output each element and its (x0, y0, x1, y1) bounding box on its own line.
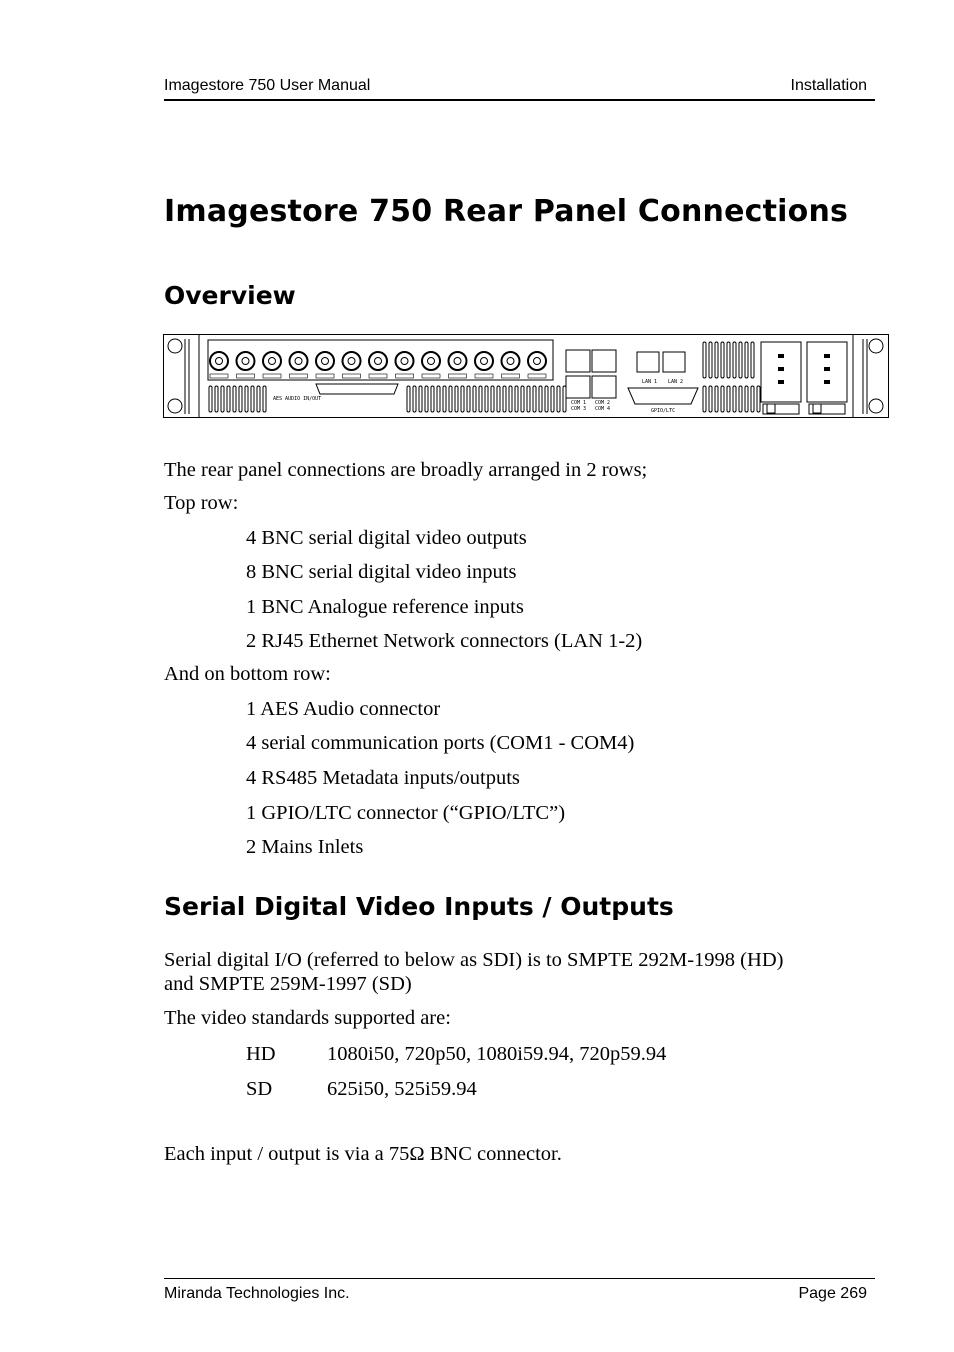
footer-page-number: Page 269 (798, 1285, 867, 1302)
vent-slot (715, 342, 718, 378)
vent-slot (739, 342, 742, 378)
bnc-connector (263, 352, 281, 370)
gpio-label: GPIO/LTC (651, 408, 676, 414)
bnc-label-plate (263, 374, 281, 378)
page-footer (164, 1278, 875, 1305)
bnc-label-plate (343, 374, 361, 378)
vent-slot (751, 386, 754, 412)
vent-slot (485, 386, 488, 412)
header-section: Installation (790, 77, 867, 94)
vent-slot (233, 386, 236, 412)
vent-slot (709, 342, 712, 378)
sdi-para-line-1: Serial digital I/O (referred to below as SDI) is to SMPTE 292M-1998 (HD) (164, 949, 784, 971)
vent-slot (503, 386, 506, 412)
vent-slot (745, 386, 748, 412)
bnc-connector-pin (428, 358, 435, 365)
bnc-label-plate (290, 374, 308, 378)
bnc-connector (290, 352, 308, 370)
vent-slot (703, 342, 706, 378)
vent-slot (533, 386, 536, 412)
bnc-connector (422, 352, 440, 370)
aes-connector-label: AES AUDIO IN/OUT (273, 396, 322, 402)
list-item: 4 serial communication ports (COM1 - COM4) (246, 732, 635, 754)
list-item: 1 BNC Analogue reference inputs (246, 596, 524, 618)
bnc-connector (475, 352, 493, 370)
bnc-connector-pin (401, 358, 408, 365)
com1-label: COM 1 (571, 400, 587, 406)
vent-slot (221, 386, 224, 412)
com2-label: COM 2 (595, 400, 611, 406)
footer-company: Miranda Technologies Inc. (164, 1285, 350, 1302)
bnc-connector (369, 352, 387, 370)
vent-slot (497, 386, 500, 412)
bnc-label-plate (237, 374, 255, 378)
list-item: 2 Mains Inlets (246, 836, 364, 858)
header-manual-title: Imagestore 750 User Manual (164, 77, 371, 94)
vent-slot (455, 386, 458, 412)
bnc-connector-pin (242, 358, 249, 365)
vent-slot (545, 386, 548, 412)
vent-slot (467, 386, 470, 412)
vent-slot (461, 386, 464, 412)
bottom-row-label: And on bottom row: (164, 663, 331, 685)
overview-intro: The rear panel connections are broadly arranged in 2 rows; (164, 459, 648, 481)
page-header (164, 77, 875, 101)
standard-label-hd: HD (246, 1043, 276, 1065)
vent-slot (491, 386, 494, 412)
vent-slot (733, 342, 736, 378)
vent-slot (407, 386, 410, 412)
sdi-heading: Serial Digital Video Inputs / Outputs (164, 892, 674, 921)
vent-slot (739, 386, 742, 412)
vent-slot (757, 386, 760, 412)
page-title: Imagestore 750 Rear Panel Connections (164, 194, 849, 229)
vent-slot (425, 386, 428, 412)
list-item: 1 AES Audio connector (246, 698, 441, 720)
bnc-connector-pin (481, 358, 488, 365)
bnc-connector-pin (216, 358, 223, 365)
list-item: 4 RS485 Metadata inputs/outputs (246, 767, 520, 789)
bnc-connector-pin (322, 358, 329, 365)
vent-slot (551, 386, 554, 412)
bnc-label-plate (475, 374, 493, 378)
vent-slot (215, 386, 218, 412)
com3-label: COM 3 (571, 406, 587, 412)
bnc-connector-pin (348, 358, 355, 365)
top-row-label: Top row: (164, 492, 239, 514)
vent-slot (245, 386, 248, 412)
bnc-connector (449, 352, 467, 370)
lan1-label: LAN 1 (642, 379, 658, 385)
standards-intro: The video standards supported are: (164, 1007, 451, 1029)
bnc-label-plate (396, 374, 414, 378)
bnc-label-plate (502, 374, 520, 378)
vent-slot (745, 342, 748, 378)
bnc-connector (396, 352, 414, 370)
vent-slot (251, 386, 254, 412)
lan2-label: LAN 2 (668, 379, 684, 385)
standard-label-sd: SD (246, 1078, 273, 1100)
bnc-connector-pin (375, 358, 382, 365)
vent-slot (557, 386, 560, 412)
vent-slot (721, 342, 724, 378)
vent-slot (479, 386, 482, 412)
vent-slot (751, 342, 754, 378)
bnc-label-plate (422, 374, 440, 378)
vent-slot (721, 386, 724, 412)
rear-panel-illustration (163, 334, 889, 418)
vent-slot (733, 386, 736, 412)
bnc-connector-pin (454, 358, 461, 365)
bnc-connector-pin (269, 358, 276, 365)
vent-slot (515, 386, 518, 412)
standard-value-hd: 1080i50, 720p50, 1080i59.94, 720p59.94 (327, 1043, 667, 1065)
vent-slot (413, 386, 416, 412)
vent-slot (209, 386, 212, 412)
list-item: 2 RJ45 Ethernet Network connectors (LAN 1-2) (246, 630, 643, 652)
bnc-label-plate (210, 374, 228, 378)
bnc-connector-pin (295, 358, 302, 365)
bnc-label-plate (528, 374, 546, 378)
sdi-para-line-2: and SMPTE 259M-1997 (SD) (164, 973, 412, 995)
vent-slot (509, 386, 512, 412)
vent-slot (263, 386, 266, 412)
vent-slot (703, 386, 706, 412)
vent-slot (419, 386, 422, 412)
vent-slot (257, 386, 260, 412)
vent-slot (443, 386, 446, 412)
bnc-connector (210, 352, 228, 370)
vent-slot (527, 386, 530, 412)
vent-slot (521, 386, 524, 412)
vent-slot (431, 386, 434, 412)
overview-heading: Overview (164, 281, 296, 310)
list-item: 4 BNC serial digital video outputs (246, 527, 527, 549)
vent-slot (727, 342, 730, 378)
list-item: 8 BNC serial digital video inputs (246, 561, 517, 583)
list-item: 1 GPIO/LTC connector (“GPIO/LTC”) (246, 802, 566, 824)
standard-value-sd: 625i50, 525i59.94 (327, 1078, 477, 1100)
vent-slot (437, 386, 440, 412)
vent-slot (473, 386, 476, 412)
bnc-label-plate (316, 374, 334, 378)
bnc-connector (237, 352, 255, 370)
bnc-label-plate (449, 374, 467, 378)
bnc-label-plate (369, 374, 387, 378)
connector-note: Each input / output is via a 75Ω BNC connector. (164, 1143, 562, 1165)
bnc-connector-pin (507, 358, 514, 365)
bnc-connector (528, 352, 546, 370)
vent-slot (727, 386, 730, 412)
com4-label: COM 4 (595, 406, 611, 412)
vent-slot (539, 386, 542, 412)
bnc-connector (343, 352, 361, 370)
vent-slot (449, 386, 452, 412)
bnc-connector-pin (534, 358, 541, 365)
vent-slot (227, 386, 230, 412)
vent-slot (239, 386, 242, 412)
vent-slot (715, 386, 718, 412)
bnc-connector (316, 352, 334, 370)
bnc-connector (502, 352, 520, 370)
vent-slot (709, 386, 712, 412)
